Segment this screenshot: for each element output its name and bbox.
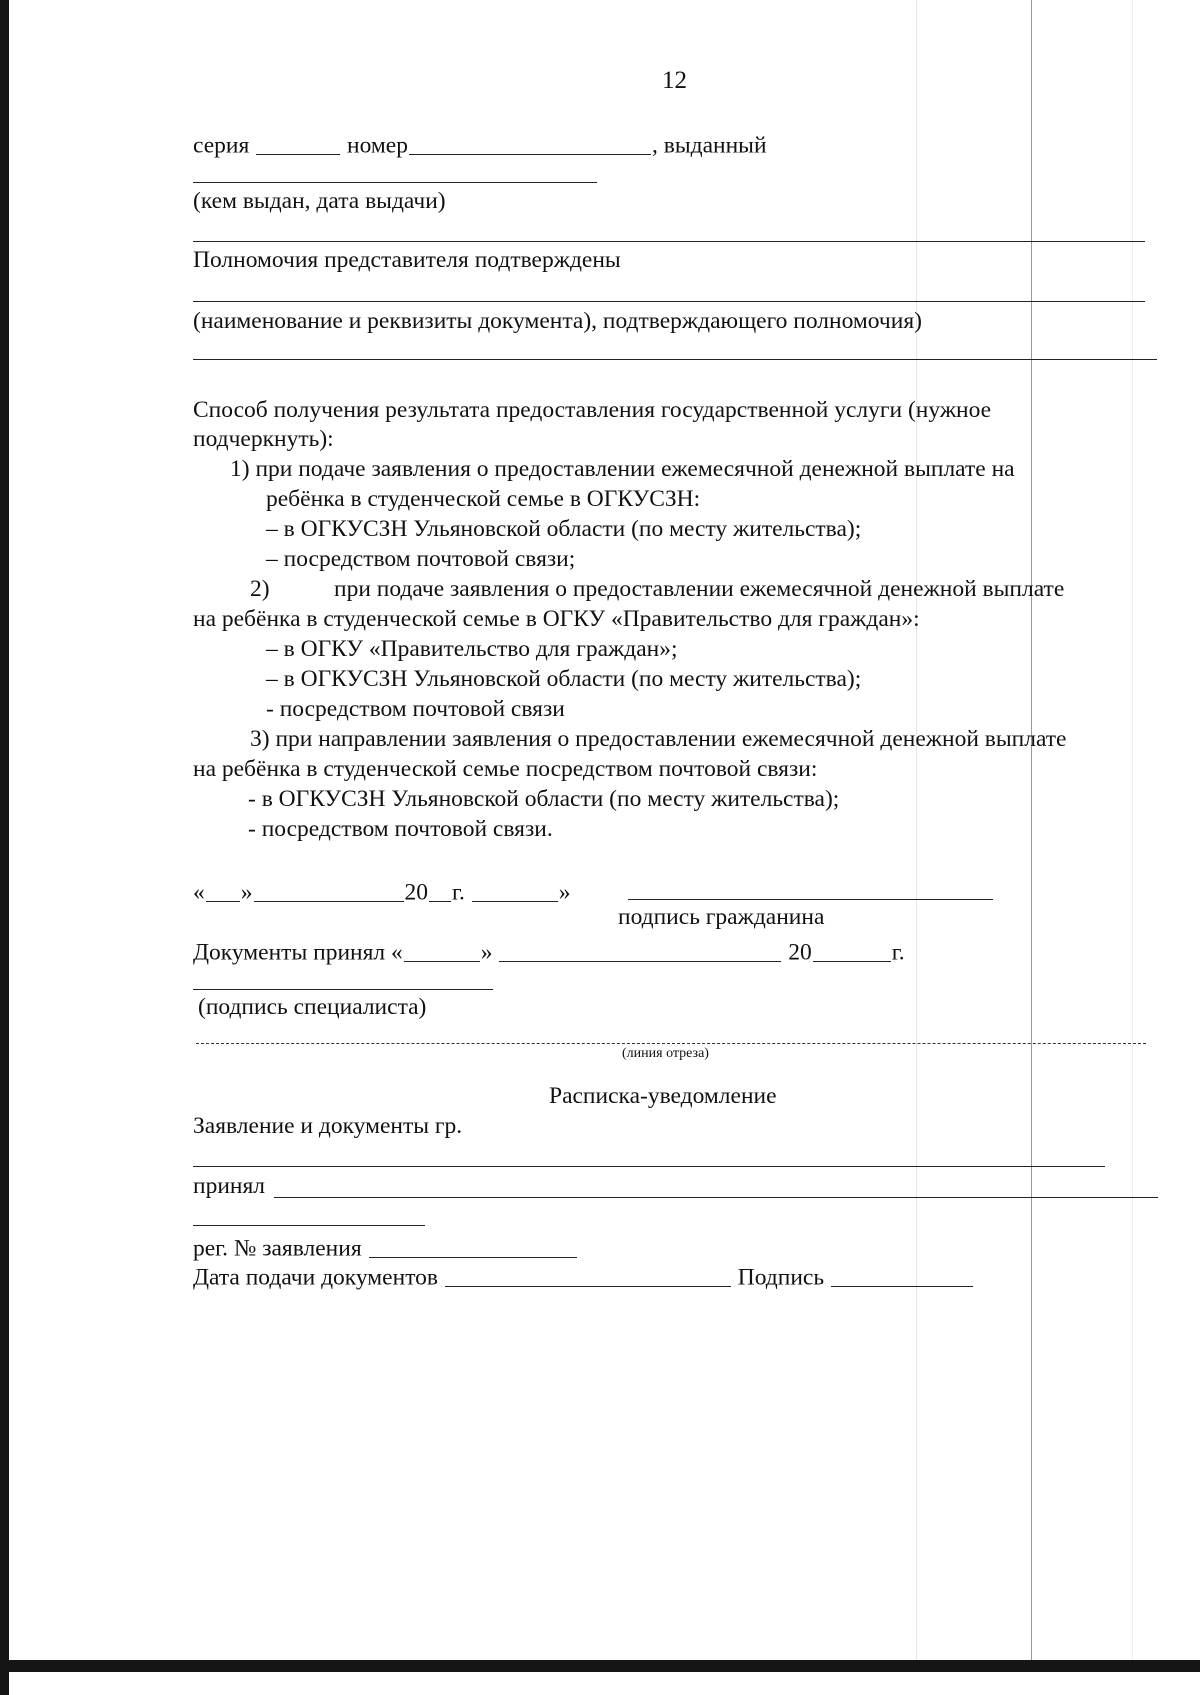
scan-fold-line	[1132, 0, 1133, 1660]
receipt-accepted-field[interactable]	[274, 1197, 1158, 1198]
delivery-item-2: при подаче заявления о предоставлении ежемесячной денежной выплате	[334, 576, 1065, 602]
issued-label: , выданный	[651, 132, 767, 159]
receipt-submission-line	[193, 1262, 974, 1290]
citizen-signature-caption: подпись гражданина	[618, 904, 825, 930]
scan-fold-line	[916, 0, 917, 1660]
year-field[interactable]	[429, 877, 451, 902]
delivery-item-2-number: 2)	[250, 576, 270, 602]
submission-date-field[interactable]	[445, 1262, 731, 1287]
delivery-intro: Способ получения результата предоставления государственной услуги (нужное	[193, 397, 992, 423]
series-label: серия	[193, 132, 250, 159]
delivery-item-3: 3) при направлении заявления о предоставлении ежемесячной денежной выплате	[250, 726, 1067, 752]
receipt-accepted-label: принял	[193, 1173, 266, 1199]
scan-fold-line	[1031, 0, 1032, 1660]
delivery-option[interactable]: – посредством почтовой связи;	[266, 546, 576, 572]
issued-by-caption: (кем выдан, дата выдачи)	[193, 188, 446, 214]
reg-number-label: рег. № заявления	[193, 1235, 362, 1262]
delivery-intro: подчеркнуть):	[193, 426, 334, 452]
receipt-signature-field[interactable]	[831, 1262, 973, 1287]
number-label: номер	[347, 132, 408, 159]
receipt-accepted-signature-field[interactable]	[193, 1225, 425, 1226]
docs-day-field[interactable]	[404, 937, 480, 962]
docs-accepted-label: Документы принял «	[193, 939, 403, 966]
delivery-item-2: на ребёнка в студенческой семье в ОГКУ «Правительство для граждан»:	[193, 606, 920, 632]
number-field[interactable]	[409, 130, 651, 155]
delivery-option[interactable]: – в ОГКУСЗН Ульяновской области (по месту жительства);	[266, 666, 862, 692]
authority-document-caption: (наименование и реквизиты документа), подтверждающего полномочия)	[193, 308, 922, 334]
form-rule	[193, 241, 1145, 242]
docs-accepted-line: Документы принял « » 20 г.	[193, 937, 905, 965]
specialist-signature-caption: (подпись специалиста)	[198, 994, 427, 1020]
cut-line	[196, 1043, 1146, 1044]
specialist-signature-field[interactable]	[193, 989, 493, 990]
receipt-title: Расписка-уведомление	[549, 1083, 777, 1109]
issued-by-field[interactable]	[193, 182, 597, 183]
delivery-option[interactable]: - посредством почтовой связи.	[248, 816, 553, 842]
citizen-signature-field[interactable]	[628, 899, 993, 900]
delivery-option[interactable]: - посредством почтовой связи	[266, 696, 565, 722]
authority-document-field[interactable]	[193, 301, 1145, 302]
day-field[interactable]	[206, 877, 240, 902]
receipt-reg-number-line	[193, 1233, 578, 1261]
month-field[interactable]	[254, 877, 404, 902]
scan-border-bottom	[0, 1660, 1200, 1672]
submission-date-label: Дата подачи документов	[193, 1264, 438, 1291]
delivery-item-1: 1) при подаче заявления о предоставлении ежемесячной денежной выплате на	[230, 456, 1015, 482]
scan-border-left	[0, 0, 9, 1695]
delivery-option[interactable]: - в ОГКУСЗН Ульяновской области (по месту жительства);	[248, 786, 840, 812]
docs-year-field[interactable]	[813, 937, 891, 962]
cut-line-label: (линия отреза)	[622, 1046, 709, 1061]
reg-number-field[interactable]	[369, 1233, 577, 1258]
receipt-received-from-label: Заявление и документы гр.	[193, 1113, 463, 1139]
passport-line	[193, 130, 767, 158]
form-rule	[193, 359, 1157, 360]
page-number: 12	[662, 67, 687, 94]
delivery-option[interactable]: – в ОГКУСЗН Ульяновской области (по месту жительства);	[266, 516, 862, 542]
application-date-line: « » 20 г. »	[193, 877, 571, 905]
authority-confirmed-label: Полномочия представителя подтверждены	[193, 247, 621, 273]
receipt-applicant-field[interactable]	[193, 1166, 1105, 1167]
delivery-item-3: на ребёнка в студенческой семье посредством почтовой связи:	[193, 756, 818, 782]
receipt-signature-label: Подпись	[737, 1264, 825, 1291]
date-extra-field[interactable]	[472, 877, 558, 902]
docs-month-field[interactable]	[499, 937, 781, 962]
delivery-option[interactable]: – в ОГКУ «Правительство для граждан»;	[266, 636, 678, 662]
delivery-item-1: ребёнка в студенческой семье в ОГКУСЗН:	[266, 486, 701, 512]
series-field[interactable]	[256, 130, 340, 155]
